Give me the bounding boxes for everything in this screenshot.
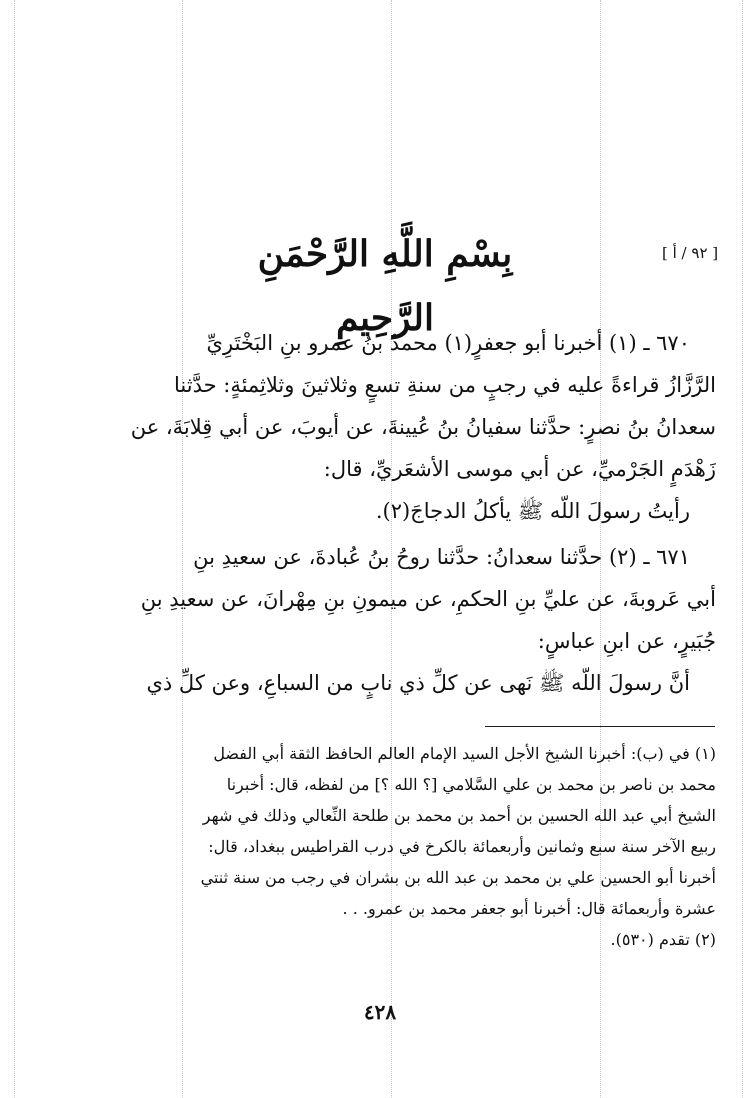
hadith-671-line-2: أبي عَروبةَ، عن عليِّ بنِ الحكمِ، عن ميمونِ بنِ مِهْرانَ، عن سعيدِ بنِ <box>140 587 716 611</box>
hadith-671-line-3: جُبَيرٍ، عن ابنِ عباسٍ: <box>537 629 716 653</box>
hadith-670-matn: رأيتُ رسولَ اللّه ﷺ يأكلُ الدجاجَ(٢). <box>375 499 690 523</box>
footnote-2: (٢) تقدم (٥٣٠). <box>610 930 716 949</box>
footnote-divider <box>485 726 715 727</box>
hadith-670-line-4: زَهْدَمٍ الجَرْميِّ، عن أبي موسى الأشعَريِّ، قال: <box>323 457 716 481</box>
hadith-670-line-2: الرَّزَّازُ قراءةً عليه في رجبٍ من سنةِ تسعٍ وثلاثينَ وثلاثِمئةٍ: حدَّثنا <box>173 373 716 397</box>
basmala-calligraphy: بِسْمِ اللَّهِ الرَّحْمَنِ الرَّحِيمِ <box>257 233 513 339</box>
footnote-1-line-6: عشرة وأربعمائة قال: أخبرنا أبو جعفر محمد بن عمرو. . . <box>342 899 716 918</box>
footnote-1-line-3: الشيخ أبي عبد الله الحسين بن أحمد بن محمد بن طلحة النِّعالي وذلك في شهر <box>202 806 716 825</box>
hadith-671-line-1: ٦٧١ ـ (٢) حدَّثنا سعدانُ: حدَّثنا روحُ بنُ عُبادةَ، عن سعيدِ بنِ <box>193 545 690 569</box>
main-text <box>56 322 716 704</box>
footnote-1-line-2: محمد بن ناصر بن محمد بن علي السَّلامي [؟ الله ؟] من لفظه، قال: أخبرنا <box>226 775 716 794</box>
footnote-1-line-4: ربيع الآخر سنة سبع وثمانين وأربعمائة بالكرخ في درب القراطيس ببغداد، قال: <box>208 837 716 856</box>
margin-guide-left-outer <box>14 0 15 1098</box>
footnotes <box>56 738 716 955</box>
footnote-1-line-5: أخبرنا أبو الحسين علي بن محمد بن عبد الله بن بشران في رجب من سنة ثنتي <box>200 868 716 887</box>
manuscript-folio-marker: [ ٩٢ / أ ] <box>662 244 719 262</box>
hadith-670-line-3: سعدانُ بنُ نصرٍ: حدَّثنا سفيانُ بنُ عُيينةَ، عن أيوبَ، عن أبي قِلابَةَ، عن <box>130 415 716 439</box>
hadith-671-matn: أنَّ رسولَ اللّه ﷺ نَهى عن كلِّ ذي نابٍ من السباعِ، وعن كلِّ ذي <box>146 671 690 695</box>
hadith-670-line-1: ٦٧٠ ـ (١) أخبرنا أبو جعفرٍ(١) محمدُ بنُ عمرو بنِ البَخْتَرِيِّ <box>206 331 690 355</box>
page-number: ٤٢٨ <box>363 1000 397 1024</box>
margin-guide-right-outer <box>742 0 743 1098</box>
footnote-1-line-1: (١) في (ب): أخبرنا الشيخ الأجل السيد الإمام العالم الحافظ الثقة أبي الفضل <box>213 744 716 763</box>
